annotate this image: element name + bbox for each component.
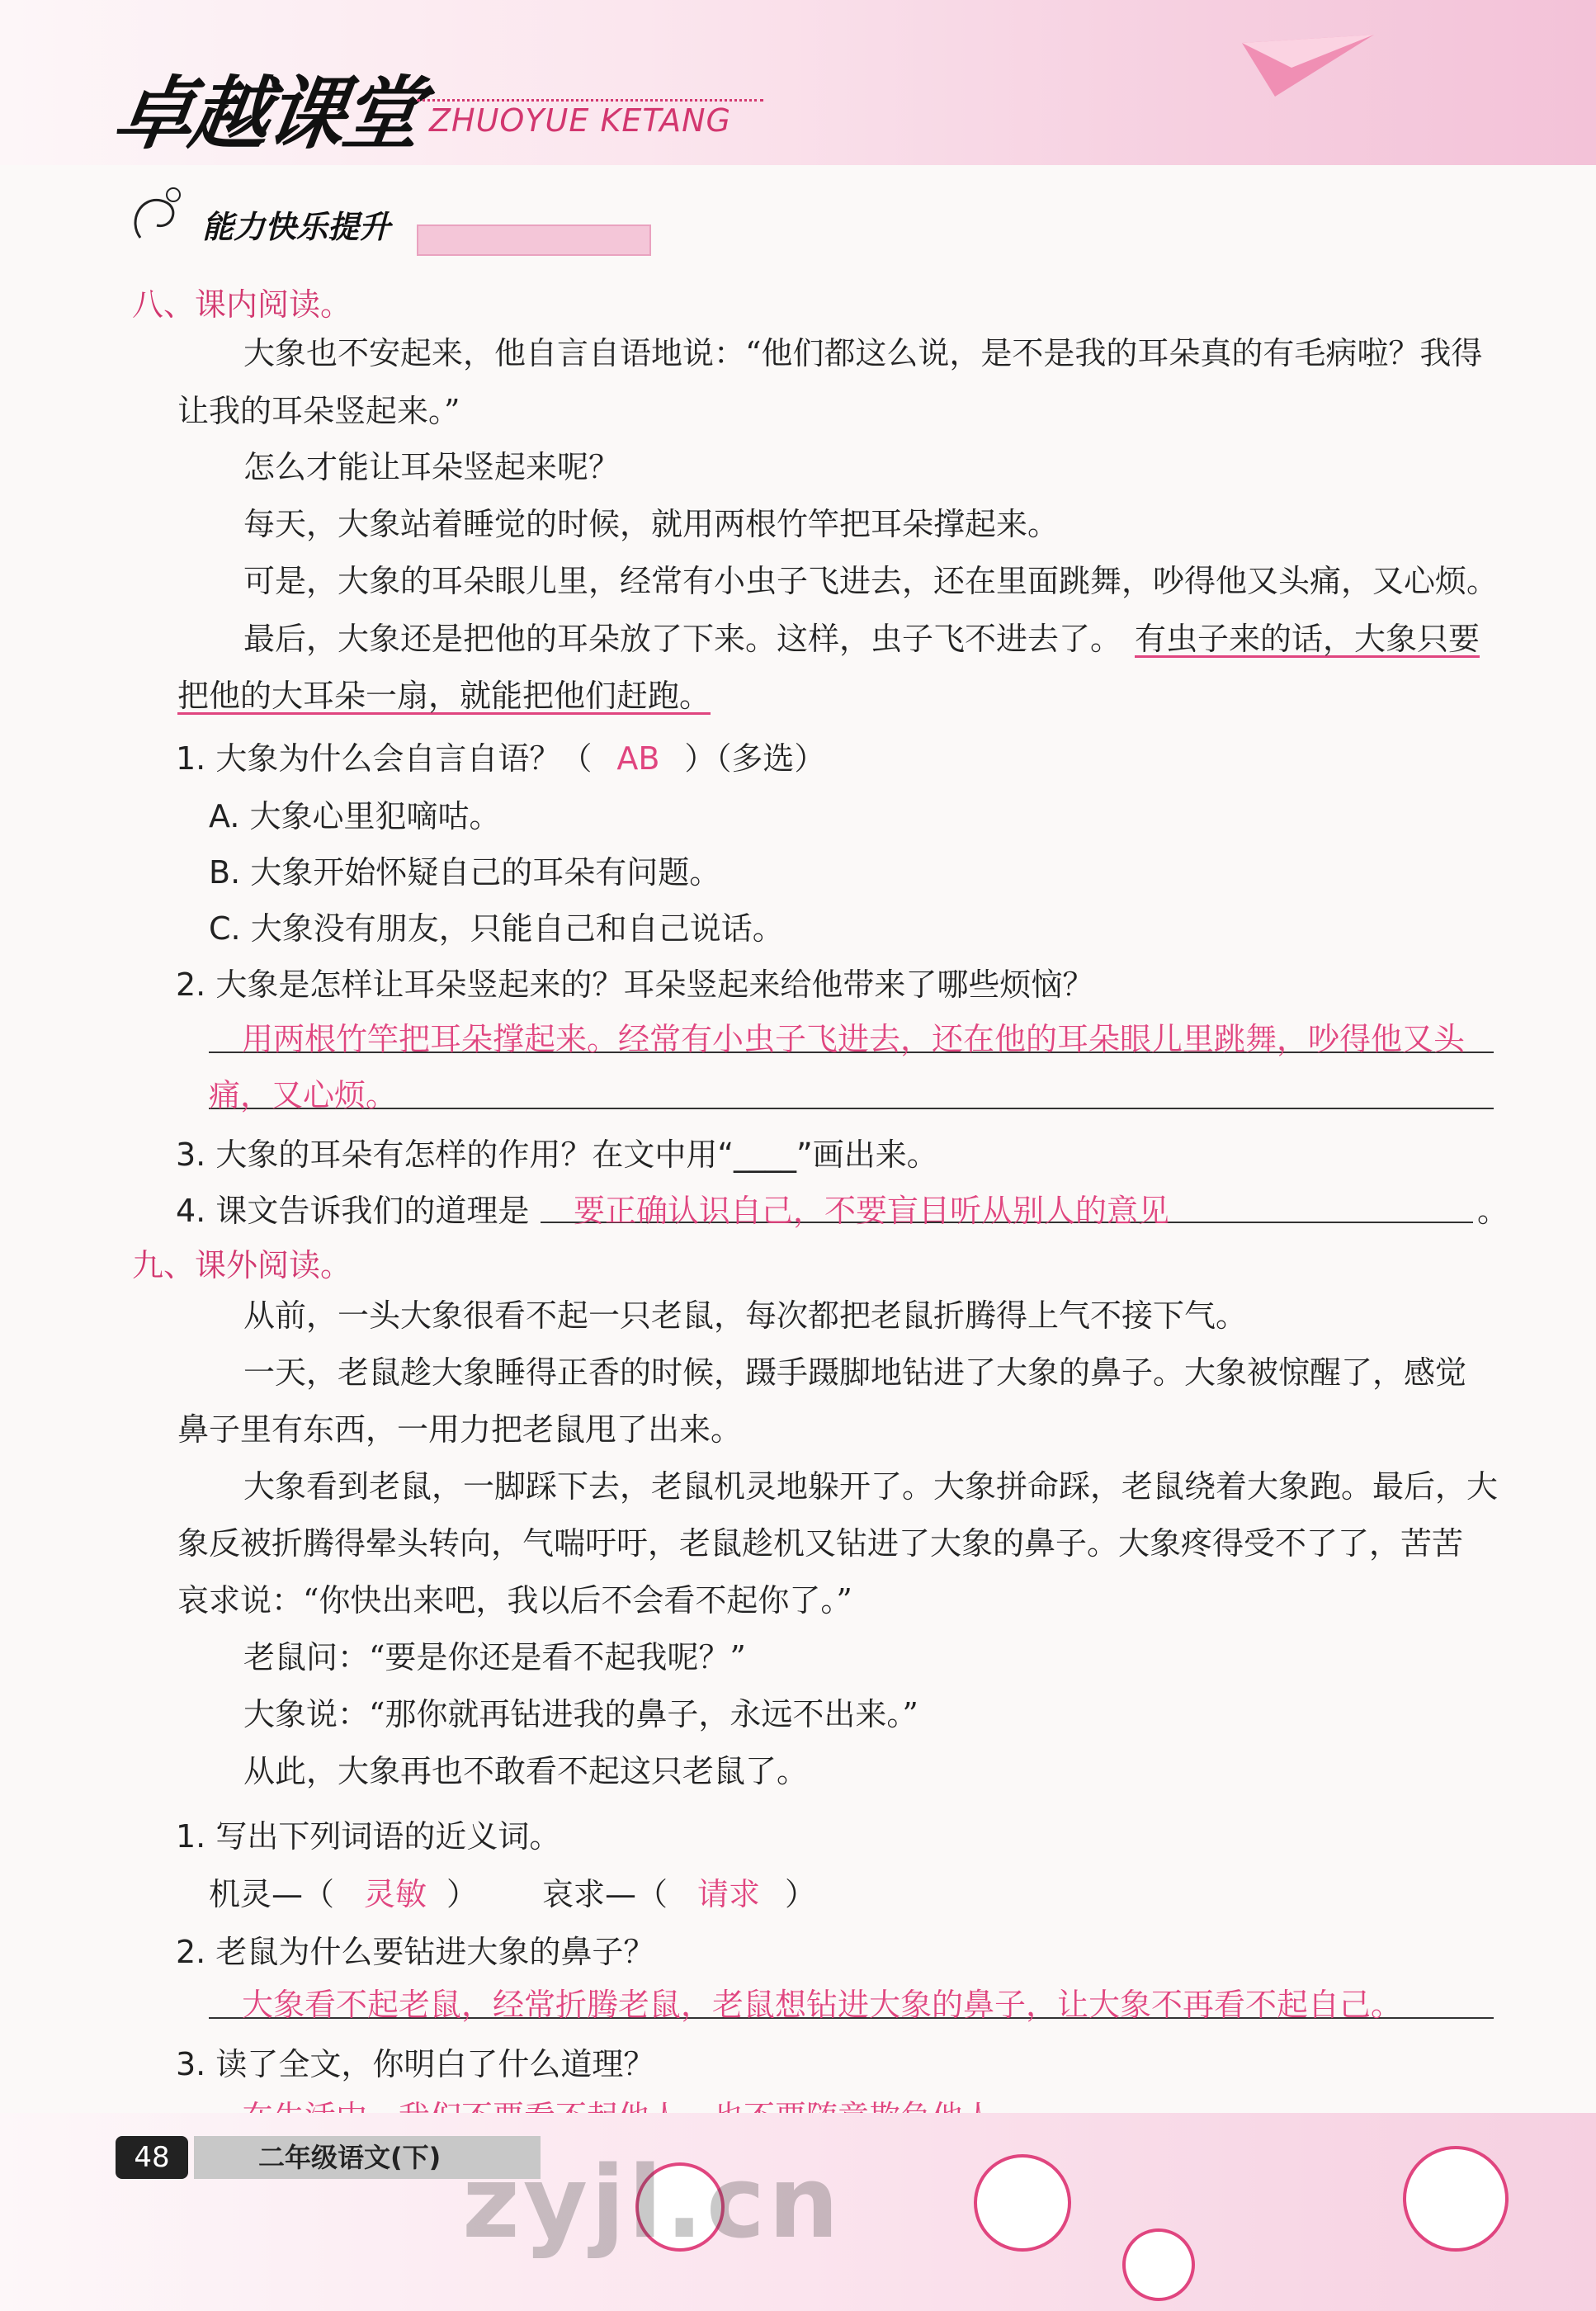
watermark: zyjl.cn <box>462 2146 843 2261</box>
paper-plane-icon <box>1242 35 1374 101</box>
s9-q3: 3. 读了全文，你明白了什么道理？ <box>176 2046 655 2082</box>
s9-q1-answer-2: 请求 <box>697 1876 761 1912</box>
section-title: 能力快乐提升 <box>202 209 391 245</box>
s8-q2: 2. 大象是怎样让耳朵竖起来的？耳朵竖起来给他带来了哪些烦恼？ <box>176 966 1094 1003</box>
s8-q2-answer-line-1 <box>209 1014 1494 1057</box>
logo: 卓越课堂 <box>108 68 425 160</box>
s9-paragraph-2: 一天，老鼠趁大象睡得正香的时候，蹑手蹑脚地钻进了大象的鼻子。大象被惊醒了，感觉 <box>243 1354 1467 1391</box>
s9-paragraph-4: 老鼠问：“要是你还是看不起我呢？” <box>243 1639 746 1675</box>
s9-q1-item-2 <box>542 1869 816 1914</box>
s9-paragraph-3c: 哀求说：“你快出来吧，我以后不会看不起你了。” <box>177 1582 852 1619</box>
s8-q1-option-c: C. 大象没有朋友，只能自己和自己说话。 <box>209 910 784 947</box>
s8-q3: 3. 大象的耳朵有怎样的作用？在文中用“____”画出来。 <box>176 1137 938 1173</box>
clock-icon <box>974 2154 1071 2252</box>
s8-q1-option-a: A. 大象心里犯嘀咕。 <box>209 798 501 834</box>
grade-label: 二年级语文(下) <box>194 2136 541 2179</box>
s9-q1-word-2: 哀求—（ <box>542 1876 668 1912</box>
s9-q1-item-1 <box>209 1869 478 1914</box>
s9-paragraph-5: 大象说：“那你就再钻进我的鼻子，永远不出来。” <box>243 1696 918 1732</box>
s8-paragraph-1: 大象也不安起来，他自言自语地说：“他们都这么说，是不是我的耳朵真的有毛病啦？我得 <box>243 335 1483 371</box>
clock-icon <box>1403 2146 1509 2252</box>
s8-q2-answer-line-2 <box>209 1070 1494 1113</box>
s8-q2-answer-2: 痛，又心烦。 <box>209 1077 398 1113</box>
s9-q1-word-1: 机灵—（ <box>209 1876 335 1912</box>
s8-paragraph-5: 最后，大象还是把他的耳朵放了下来。这样，虫子飞不进去了。 <box>243 621 1122 657</box>
s8-q1 <box>176 733 825 778</box>
s9-paragraph-1: 从前，一头大象很看不起一只老鼠，每次都把老鼠折腾得上气不接下气。 <box>243 1297 1248 1334</box>
s9-q2-answer-line <box>209 1979 1494 2023</box>
s8-paragraph-2: 怎么才能让耳朵竖起来呢？ <box>243 449 621 485</box>
s9-q1: 1. 写出下列词语的近义词。 <box>176 1818 561 1855</box>
page-number: 48 <box>116 2136 188 2179</box>
s9-q1-close-1: ） <box>446 1876 479 1912</box>
s8-q4-end: 。 <box>1477 1193 1509 1229</box>
s9-paragraph-3b: 象反被折腾得晕头转向，气喘吁吁，老鼠趁机又钻进了大象的鼻子。大象疼得受不了了，苦苦 <box>177 1525 1464 1562</box>
clock-icon <box>1122 2228 1195 2301</box>
s8-paragraph-4: 可是，大象的耳朵眼儿里，经常有小虫子飞进去，还在里面跳舞，吵得他又头痛，又心烦。 <box>243 563 1499 599</box>
s8-q1-post: ）（多选） <box>684 740 826 777</box>
s9-paragraph-3: 大象看到老鼠，一脚踩下去，老鼠机灵地躲开了。大象拼命踩，老鼠绕着大象跑。最后，大 <box>243 1468 1499 1505</box>
s8-q1-answer: AB <box>616 740 660 777</box>
s9-q2-answer: 大象看不起老鼠，经常折腾老鼠，老鼠想钻进大象的鼻子，让大象不再看不起自己。 <box>242 1987 1403 2023</box>
s9-q1-close-2: ） <box>785 1876 817 1912</box>
s8-underlined-answer-b: 把他的大耳朵一扇，就能把他们赶跑。 <box>177 678 711 714</box>
s8-q1-option-b: B. 大象开始怀疑自己的耳朵有问题。 <box>209 854 721 891</box>
logo-divider <box>417 99 763 102</box>
s8-q4-answer: 要正确认识自己，不要盲目听从别人的意见 <box>574 1193 1170 1229</box>
s8-q1-text: 1. 大象为什么会自言自语？（ <box>176 740 593 777</box>
s8-paragraph-3: 每天，大象站着睡觉的时候，就用两根竹竿把耳朵撑起来。 <box>243 506 1060 542</box>
s9-paragraph-6: 从此，大象再也不敢看不起这只老鼠了。 <box>243 1753 809 1789</box>
s9-q2: 2. 老鼠为什么要钻进大象的鼻子？ <box>176 1934 655 1970</box>
s8-q4: 4. 课文告诉我们的道理是 <box>176 1193 530 1229</box>
section-banner-bar <box>417 224 651 256</box>
section9-heading: 九、课外阅读。 <box>132 1247 352 1283</box>
swirl-decoration-icon <box>124 180 198 254</box>
s8-underlined-answer-a: 有虫子来的话，大象只要 <box>1135 621 1480 657</box>
s8-q4-answer-line <box>541 1185 1473 1229</box>
s8-q2-answer-1: 用两根竹竿把耳朵撑起来。经常有小虫子飞进去，还在他的耳朵眼儿里跳舞，吵得他又头 <box>242 1021 1466 1057</box>
s9-paragraph-2b: 鼻子里有东西，一用力把老鼠甩了出来。 <box>177 1411 743 1448</box>
s9-q1-answer-1: 灵敏 <box>364 1876 427 1912</box>
s8-paragraph-1b: 让我的耳朵竖起来。” <box>177 393 460 429</box>
section8-heading: 八、课内阅读。 <box>132 286 352 323</box>
logo-english: ZHUOYUE KETANG <box>429 102 731 139</box>
